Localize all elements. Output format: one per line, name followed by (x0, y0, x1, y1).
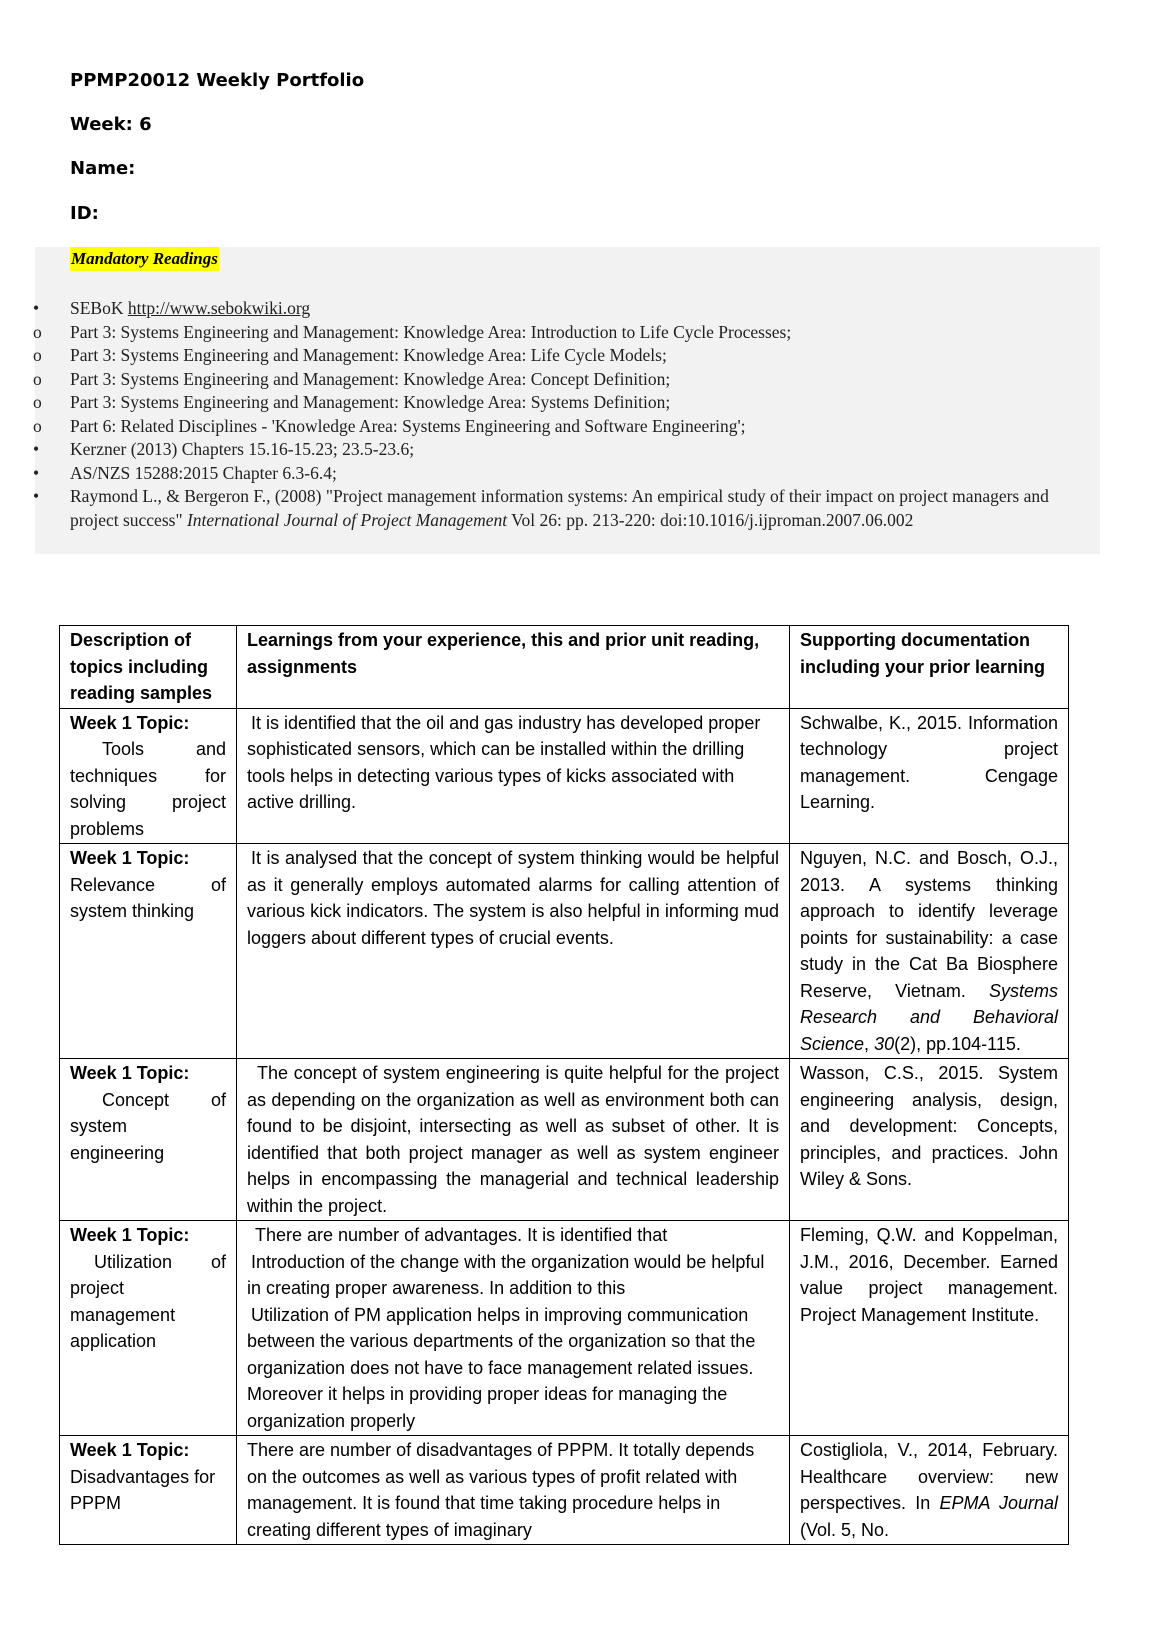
topic-text: Relevance of system thinking (70, 874, 226, 921)
support-text: Schwalbe, K., 2015. Information technology project management. Cengage Learning. (800, 712, 1058, 812)
table-row (60, 1436, 1069, 1545)
sebok-link[interactable]: http://www.sebokwiki.org (127, 298, 311, 318)
learning-cell (237, 1436, 790, 1545)
support-text: Fleming, Q.W. and Koppelman, J.M., 2016, December. Earned value project management. Project Management Institute. (800, 1225, 1058, 1325)
header-description: Description of topics including reading samples (60, 626, 237, 709)
support-text: (2), pp.104-115. (894, 1033, 1021, 1054)
reading-item (0, 415, 1100, 439)
topic-label: Week 1 Topic: (70, 848, 190, 868)
topic-cell (60, 1221, 237, 1436)
learning-text: The concept of system engineering is quite helpful for the project as depending on the organization as well as environment both can found to be disjoint, intersecting as well as subset of other. It is identified that both project manager as well as system engineer helps in encompassing the managerial and technical leadership within the project. (247, 1063, 779, 1216)
sub-bullet-marker: o (33, 415, 42, 436)
journal-title: Systems Research and Behavioral Science (800, 980, 1058, 1054)
reading-item (0, 297, 1100, 321)
topic-label: Week 1 Topic: (70, 1063, 190, 1083)
journal-volume: 30 (874, 1033, 895, 1054)
reading-item (0, 344, 1100, 368)
support-cell (790, 844, 1069, 1059)
reading-text: Part 3: Systems Engineering and Management: Knowledge Area: Introduction to Life Cycle Processes; (70, 321, 792, 342)
topic-text: Disadvantages for PPPM (70, 1466, 216, 1513)
id-label: ID: (70, 203, 99, 224)
week-label: Week: 6 (70, 114, 152, 135)
support-text: Costigliola, V., 2014, February. Healthcare overview: new perspectives. In (800, 1440, 1058, 1513)
reading-text: Vol 26: pp. 213-220: doi:10.1016/j.ijproman.2007.06.002 (507, 509, 914, 530)
reading-text: Part 3: Systems Engineering and Management: Knowledge Area: Life Cycle Models; (70, 345, 667, 365)
table-header-row (60, 626, 1069, 709)
support-text: Nguyen, N.C. and Bosch, O.J., 2013. A systems thinking approach to identify leverage points for sustainability: a case study in the Cat Ba Biosphere Reserve, Vietnam. (800, 848, 1058, 1001)
sub-bullet-marker: o (33, 392, 42, 412)
learning-cell (237, 708, 790, 844)
reading-item (0, 391, 1100, 415)
document-title: PPMP20012 Weekly Portfolio (70, 70, 365, 91)
reading-item (0, 462, 1100, 486)
reading-item (0, 368, 1100, 392)
topic-label: Week 1 Topic: (70, 1440, 190, 1460)
learning-text: It is identified that the oil and gas industry has developed proper sophisticated sensors, which can be installed within the drilling tools helps in detecting various types of kicks associated with active drilling. (247, 712, 761, 812)
topic-label: Week 1 Topic: (70, 1225, 190, 1245)
header-learnings: Learnings from your experience, this and prior unit reading, assignments (237, 626, 790, 709)
reading-text: Raymond L., & Bergeron F., (2008) "Project management information systems: An empirical study of their impact on project managers and project success" (70, 486, 1049, 530)
readings-list (0, 297, 1100, 532)
sub-bullet-marker: o (33, 368, 42, 389)
support-cell (790, 708, 1069, 844)
reading-text: Part 6: Related Disciplines - 'Knowledge Area: Systems Engineering and Software Engineering'; (70, 415, 746, 436)
topic-cell (60, 708, 237, 844)
journal-title: EPMA Journal (939, 1493, 1059, 1513)
readings-title: Mandatory Readings (70, 247, 219, 271)
bullet-marker: • (33, 439, 40, 459)
reading-text: Kerzner (2013) Chapters 15.16-15.23; 23.5-23.6; (70, 439, 415, 459)
learning-cell (237, 1221, 790, 1436)
bullet-marker: • (33, 486, 40, 506)
sub-bullet-marker: o (33, 321, 42, 342)
table-row (60, 844, 1069, 1059)
support-cell (790, 1221, 1069, 1436)
support-cell (790, 1436, 1069, 1545)
reading-text: SEBoK (70, 298, 128, 318)
table-row (60, 1221, 1069, 1436)
sub-bullet-marker: o (33, 345, 42, 365)
reading-item (0, 485, 1100, 532)
topic-text: Concept of system engineering (70, 1089, 226, 1163)
learning-line: Utilization of PM application helps in improving communication between the various departments of the organization so that the organization does not have to face management related issues. Moreover it helps in providing proper ideas for managing the organization properly (247, 1304, 756, 1431)
table-row (60, 708, 1069, 844)
name-label: Name: (70, 158, 136, 179)
reading-text: AS/NZS 15288:2015 Chapter 6.3-6.4; (70, 462, 337, 483)
learning-cell (237, 844, 790, 1059)
header-supporting-docs: Supporting documentation including your prior learning (790, 626, 1069, 709)
topic-cell (60, 844, 237, 1059)
learning-text: It is analysed that the concept of system thinking would be helpful as it generally employs automated alarms for calling attention of various kick indicators. The system is also helpful in informing mud loggers about different types of crucial events. (247, 848, 779, 948)
portfolio-table (59, 625, 1069, 1545)
bullet-marker: • (33, 298, 40, 318)
support-text: Wasson, C.S., 2015. System engineering analysis, design, and development: Concepts, principles, and practices. John Wiley & Sons. (800, 1063, 1058, 1189)
support-cell (790, 1059, 1069, 1221)
topic-text: Utilization of project management application (70, 1251, 226, 1351)
support-text: (Vol. 5, No. (800, 1519, 890, 1540)
topic-cell (60, 1059, 237, 1221)
reading-text: Part 3: Systems Engineering and Management: Knowledge Area: Systems Definition; (70, 392, 671, 412)
learning-line: Introduction of the change with the organization would be helpful in creating proper awareness. In addition to this (247, 1251, 765, 1298)
journal-title: International Journal of Project Management (186, 509, 508, 530)
reading-item (0, 321, 1100, 345)
learning-line: There are number of advantages. It is identified that (255, 1225, 668, 1245)
bullet-marker: • (33, 462, 40, 483)
support-text: , (864, 1033, 875, 1054)
table-row (60, 1059, 1069, 1221)
topic-text: Tools and techniques for solving project problems (70, 739, 226, 839)
topic-label: Week 1 Topic: (70, 712, 190, 733)
learning-text: There are number of disadvantages of PPPM. It totally depends on the outcomes as well as various types of profit related with management. It is found that time taking procedure helps in creating different types of imaginary (247, 1440, 755, 1540)
topic-cell (60, 1436, 237, 1545)
reading-item (0, 438, 1100, 462)
learning-cell (237, 1059, 790, 1221)
reading-text: Part 3: Systems Engineering and Management: Knowledge Area: Concept Definition; (70, 368, 671, 389)
